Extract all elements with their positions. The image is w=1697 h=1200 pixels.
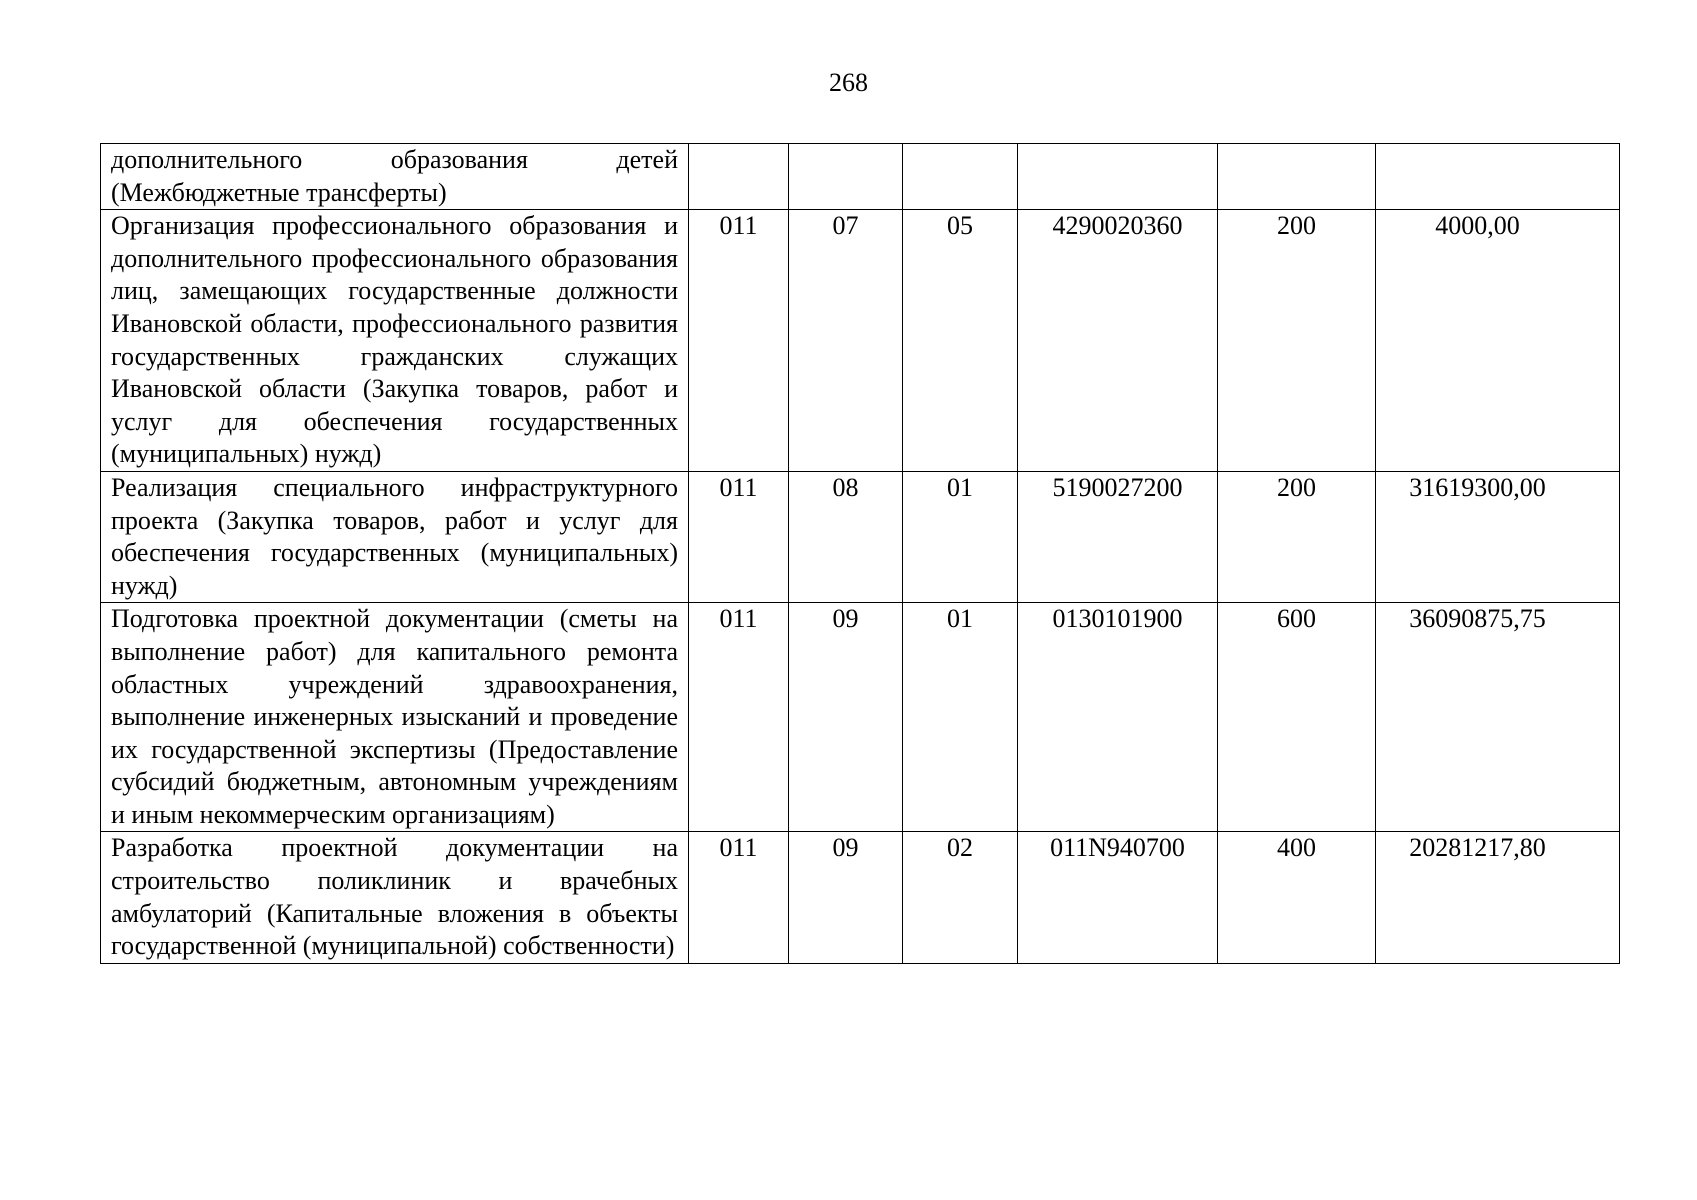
row-subsection-code <box>903 144 1018 210</box>
row-ministry-code: 011 <box>689 603 789 832</box>
table-row <box>101 471 1620 602</box>
table-row <box>101 603 1620 832</box>
table-row <box>101 832 1620 963</box>
row-amount: 31619300,00 <box>1376 471 1620 602</box>
budget-table <box>100 143 1620 964</box>
page-number: 268 <box>829 68 868 97</box>
row-description: дополнительного образования детей (Межбюджетные трансферты) <box>101 144 689 210</box>
row-target-article: 4290020360 <box>1018 210 1218 472</box>
row-target-article <box>1018 144 1218 210</box>
row-section-code: 08 <box>789 471 903 602</box>
table-row <box>101 210 1620 472</box>
row-description: Организация профессионального образования и дополнительного профессионального образования лиц, замещающих государственные должности Ивановской области, профессионального развития государственных гражданских служащих Ивановской области (Закупка товаров, работ и услуг для обеспечения государственных (муниципальных) нужд) <box>101 210 689 472</box>
row-section-code: 09 <box>789 832 903 963</box>
row-amount: 36090875,75 <box>1376 603 1620 832</box>
row-ministry-code: 011 <box>689 832 789 963</box>
row-ministry-code: 011 <box>689 471 789 602</box>
row-target-article: 0130101900 <box>1018 603 1218 832</box>
row-expense-type <box>1218 144 1376 210</box>
row-subsection-code: 01 <box>903 471 1018 602</box>
row-section-code: 07 <box>789 210 903 472</box>
table-row <box>101 144 1620 210</box>
row-description: Разработка проектной документации на строительство поликлиник и врачебных амбулаторий (Капитальные вложения в объекты государственной (муниципальной) собственности) <box>101 832 689 963</box>
row-target-article: 011N940700 <box>1018 832 1218 963</box>
row-subsection-code: 01 <box>903 603 1018 832</box>
row-subsection-code: 02 <box>903 832 1018 963</box>
row-amount <box>1376 144 1620 210</box>
row-expense-type: 200 <box>1218 210 1376 472</box>
row-amount: 4000,00 <box>1376 210 1620 472</box>
row-amount: 20281217,80 <box>1376 832 1620 963</box>
row-section-code: 09 <box>789 603 903 832</box>
row-expense-type: 400 <box>1218 832 1376 963</box>
row-target-article: 5190027200 <box>1018 471 1218 602</box>
row-subsection-code: 05 <box>903 210 1018 472</box>
row-ministry-code <box>689 144 789 210</box>
row-expense-type: 600 <box>1218 603 1376 832</box>
row-ministry-code: 011 <box>689 210 789 472</box>
row-expense-type: 200 <box>1218 471 1376 602</box>
row-section-code <box>789 144 903 210</box>
row-description: Подготовка проектной документации (сметы на выполнение работ) для капитального ремонта областных учреждений здравоохранения, выполнение инженерных изысканий и проведение их государственной экспертизы (Предоставление субсидий бюджетным, автономным учреждениям и иным некоммерческим организациям) <box>101 603 689 832</box>
row-description: Реализация специального инфраструктурного проекта (Закупка товаров, работ и услуг для обеспечения государственных (муниципальных) нужд) <box>101 471 689 602</box>
